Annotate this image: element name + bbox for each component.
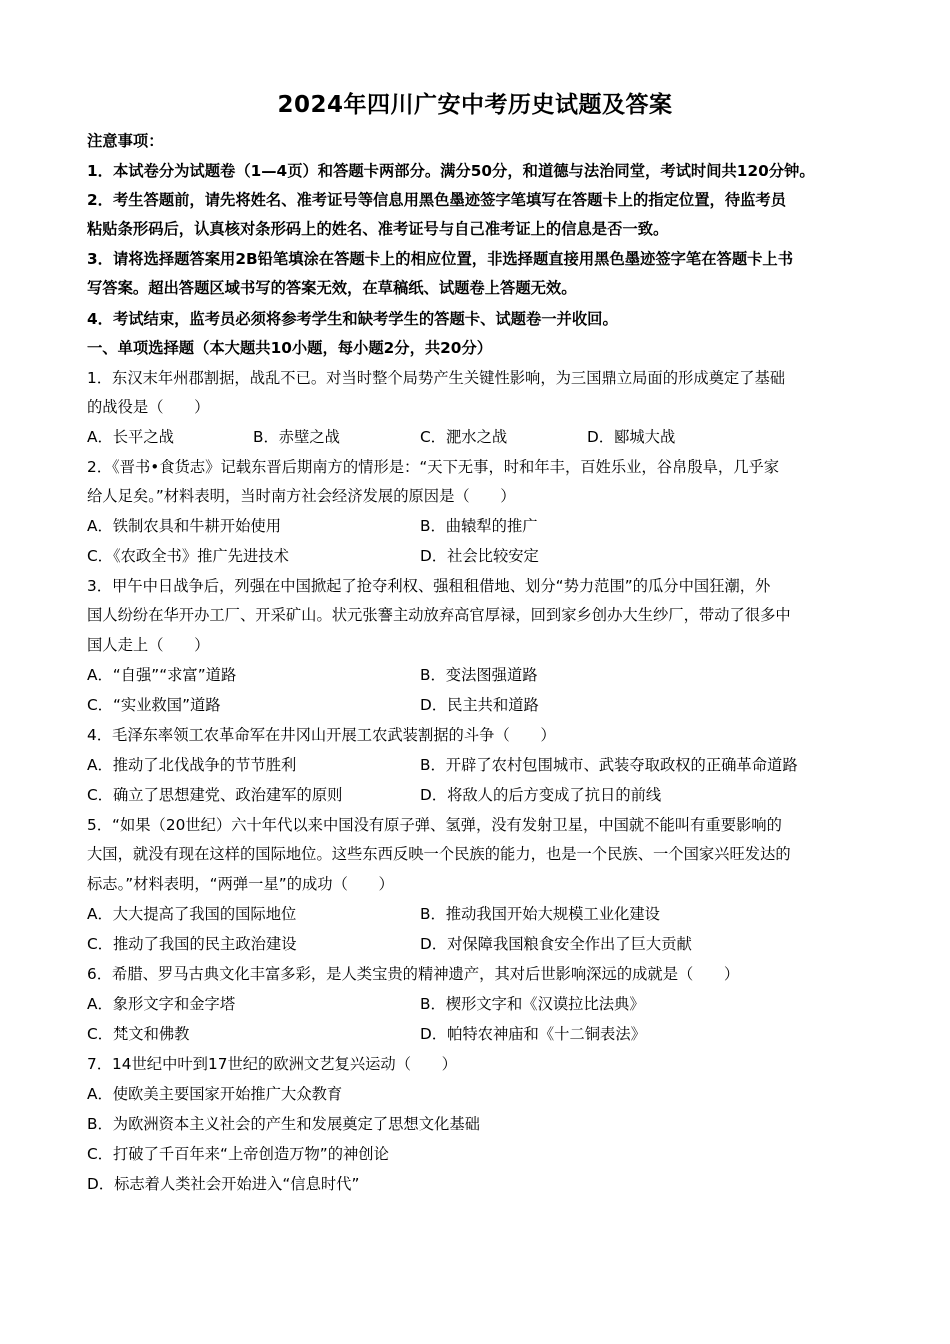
option-d: D．民主共和道路	[420, 696, 539, 714]
option-a: A．大大提高了我国的国际地位	[87, 905, 297, 923]
section-title: 一、单项选择题（本大题共10小题，每小题2分，共20分）	[87, 339, 493, 357]
question-stem: 4．毛泽东率领工农革命军在井冈山开展工农武装割据的斗争（ ）	[87, 726, 556, 744]
option-b: B．变法图强道路	[420, 666, 538, 684]
option-c: C．淝水之战	[420, 428, 508, 446]
option-a: A．铁制农具和牛耕开始使用	[87, 517, 282, 535]
option-a: A．推动了北伐战争的节节胜利	[87, 756, 297, 774]
option-b: B．开辟了农村包围城市、武装夺取政权的正确革命道路	[420, 756, 798, 774]
notice-line: 1．本试卷分为试题卷（1—4页）和答题卡两部分。满分50分，和道德与法治同堂，考试时间共120分钟。	[87, 162, 815, 180]
option-b: B．为欧洲资本主义社会的产生和发展奠定了思想文化基础	[87, 1115, 480, 1133]
option-d: D．将敌人的后方变成了抗日的前线	[420, 786, 662, 804]
option-c: C．推动了我国的民主政治建设	[87, 935, 297, 953]
question-stem: 国人纷纷在华开办工厂、开采矿山。状元张謇主动放弃高官厚禄，回到家乡创办大生纱厂，带动了很多中	[87, 606, 791, 624]
question-stem: 大国，就没有现在这样的国际地位。这些东西反映一个民族的能力，也是一个民族、一个国家兴旺发达的	[87, 845, 791, 863]
question-stem: 给人足矣。”材料表明，当时南方社会经济发展的原因是（ ）	[87, 487, 516, 505]
page-title: 2024年四川广安中考历史试题及答案	[277, 92, 673, 118]
question-stem: 2．《晋书•食货志》记载东晋后期南方的情形是：“天下无事，时和年丰，百姓乐业，谷帛殷阜，几乎家	[87, 458, 780, 476]
option-c: C．《农政全书》推广先进技术	[87, 547, 289, 565]
option-d: D．帕特农神庙和《十二铜表法》	[420, 1025, 646, 1043]
question-stem: 5．“如果（20世纪）六十年代以来中国没有原子弹、氢弹，没有发射卫星，中国就不能叫有重要影响的	[87, 816, 782, 834]
question-stem: 国人走上（ ）	[87, 636, 210, 654]
question-stem: 7．14世纪中叶到17世纪的欧洲文艺复兴运动（ ）	[87, 1055, 457, 1073]
option-c: C．“实业救国”道路	[87, 696, 221, 714]
notice-line: 写答案。超出答题区域书写的答案无效，在草稿纸、试题卷上答题无效。	[87, 279, 577, 297]
option-a: A．使欧美主要国家开始推广大众教育	[87, 1085, 343, 1103]
question-stem: 6．希腊、罗马古典文化丰富多彩，是人类宝贵的精神遗产，其对后世影响深远的成就是（ ）	[87, 965, 740, 983]
question-stem: 3．甲午中日战争后，列强在中国掀起了抢夺利权、强租租借地、划分“势力范围”的瓜分中国狂潮，外	[87, 577, 771, 595]
notice-line: 4．考试结束，监考员必须将参考学生和缺考学生的答题卡、试题卷一并收回。	[87, 310, 618, 328]
notice-heading: 注意事项：	[87, 132, 164, 150]
question-stem: 1．东汉末年州郡割据，战乱不已。对当时整个局势产生关键性影响，为三国鼎立局面的形成奠定了基础	[87, 369, 786, 387]
question-stem: 标志。”材料表明，“两弹一星”的成功（ ）	[87, 875, 394, 893]
question-stem: 的战役是（ ）	[87, 398, 210, 416]
option-a: A．长平之战	[87, 428, 174, 446]
option-c: C．确立了思想建党、政治建军的原则	[87, 786, 343, 804]
notice-line: 粘贴条形码后，认真核对条形码上的姓名、准考证号与自己准考证上的信息是否一致。	[87, 220, 669, 238]
option-b: B．楔形文字和《汉谟拉比法典》	[420, 995, 645, 1013]
option-b: B．推动我国开始大规模工业化建设	[420, 905, 660, 923]
option-a: A．“自强”“求富”道路	[87, 666, 237, 684]
notice-line: 2．考生答题前，请先将姓名、准考证号等信息用黑色墨迹签字笔填写在答题卡上的指定位置，待监考员	[87, 191, 787, 209]
option-d: D．对保障我国粮食安全作出了巨大贡献	[420, 935, 692, 953]
option-c: C．梵文和佛教	[87, 1025, 190, 1043]
option-b: B．赤壁之战	[253, 428, 340, 446]
option-b: B．曲辕犁的推广	[420, 517, 538, 535]
option-d: D．郾城大战	[587, 428, 676, 446]
notice-line: 3．请将选择题答案用2B铅笔填涂在答题卡上的相应位置，非选择题直接用黑色墨迹签字笔在答题卡上书	[87, 250, 794, 268]
option-d: D．社会比较安定	[420, 547, 539, 565]
option-a: A．象形文字和金字塔	[87, 995, 236, 1013]
option-c: C．打破了千百年来“上帝创造万物”的神创论	[87, 1145, 389, 1163]
option-d: D．标志着人类社会开始进入“信息时代”	[87, 1175, 360, 1193]
